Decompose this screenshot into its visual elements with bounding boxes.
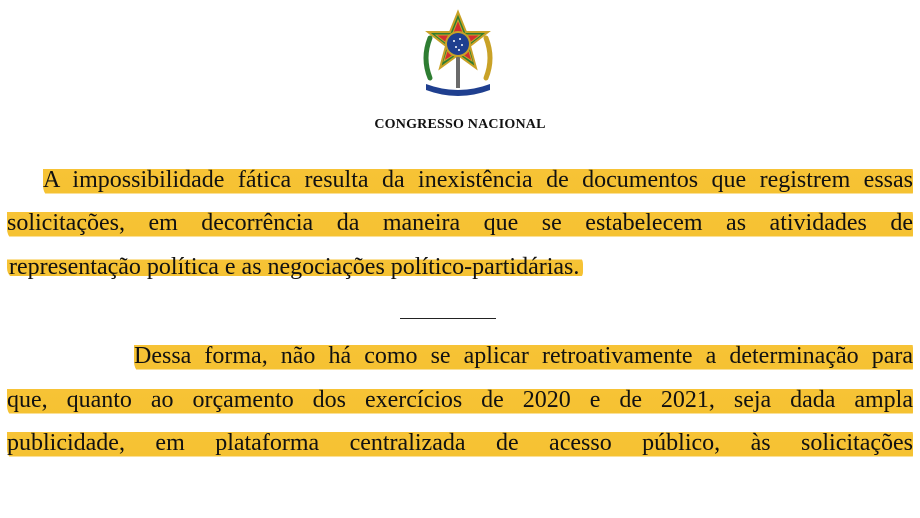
brazil-coat-of-arms-icon xyxy=(416,8,500,96)
paragraph1-line-3-text: representação política e as negociações político-partidárias. xyxy=(7,254,583,280)
paragraph1-line-3 xyxy=(7,247,913,287)
paragraph2-line-3-text: publicidade, em plataforma centralizada de acesso público, às solicitações xyxy=(7,423,913,463)
paragraph2-line-1-text: Dessa forma, não há como se aplicar retroativamente a determinação para xyxy=(134,336,913,376)
header-title: CONGRESSO NACIONAL xyxy=(374,117,546,132)
paragraph2-line-3 xyxy=(7,423,913,463)
paragraph1-line-1-text: A impossibilidade fática resulta da inexistência de documentos que registrem essas xyxy=(43,160,913,200)
paragraph2-line-2 xyxy=(7,380,913,420)
paragraph1-line-1 xyxy=(7,160,913,200)
paragraph1-line-2 xyxy=(7,203,913,243)
paragraph1-line-2-text: solicitações, em decorrência da maneira que se estabelecem as atividades de xyxy=(7,203,913,243)
section-divider xyxy=(400,318,496,319)
paragraph2-line-2-text: que, quanto ao orçamento dos exercícios de 2020 e de 2021, seja dada ampla xyxy=(7,380,913,420)
paragraph2-line-1 xyxy=(7,336,913,376)
